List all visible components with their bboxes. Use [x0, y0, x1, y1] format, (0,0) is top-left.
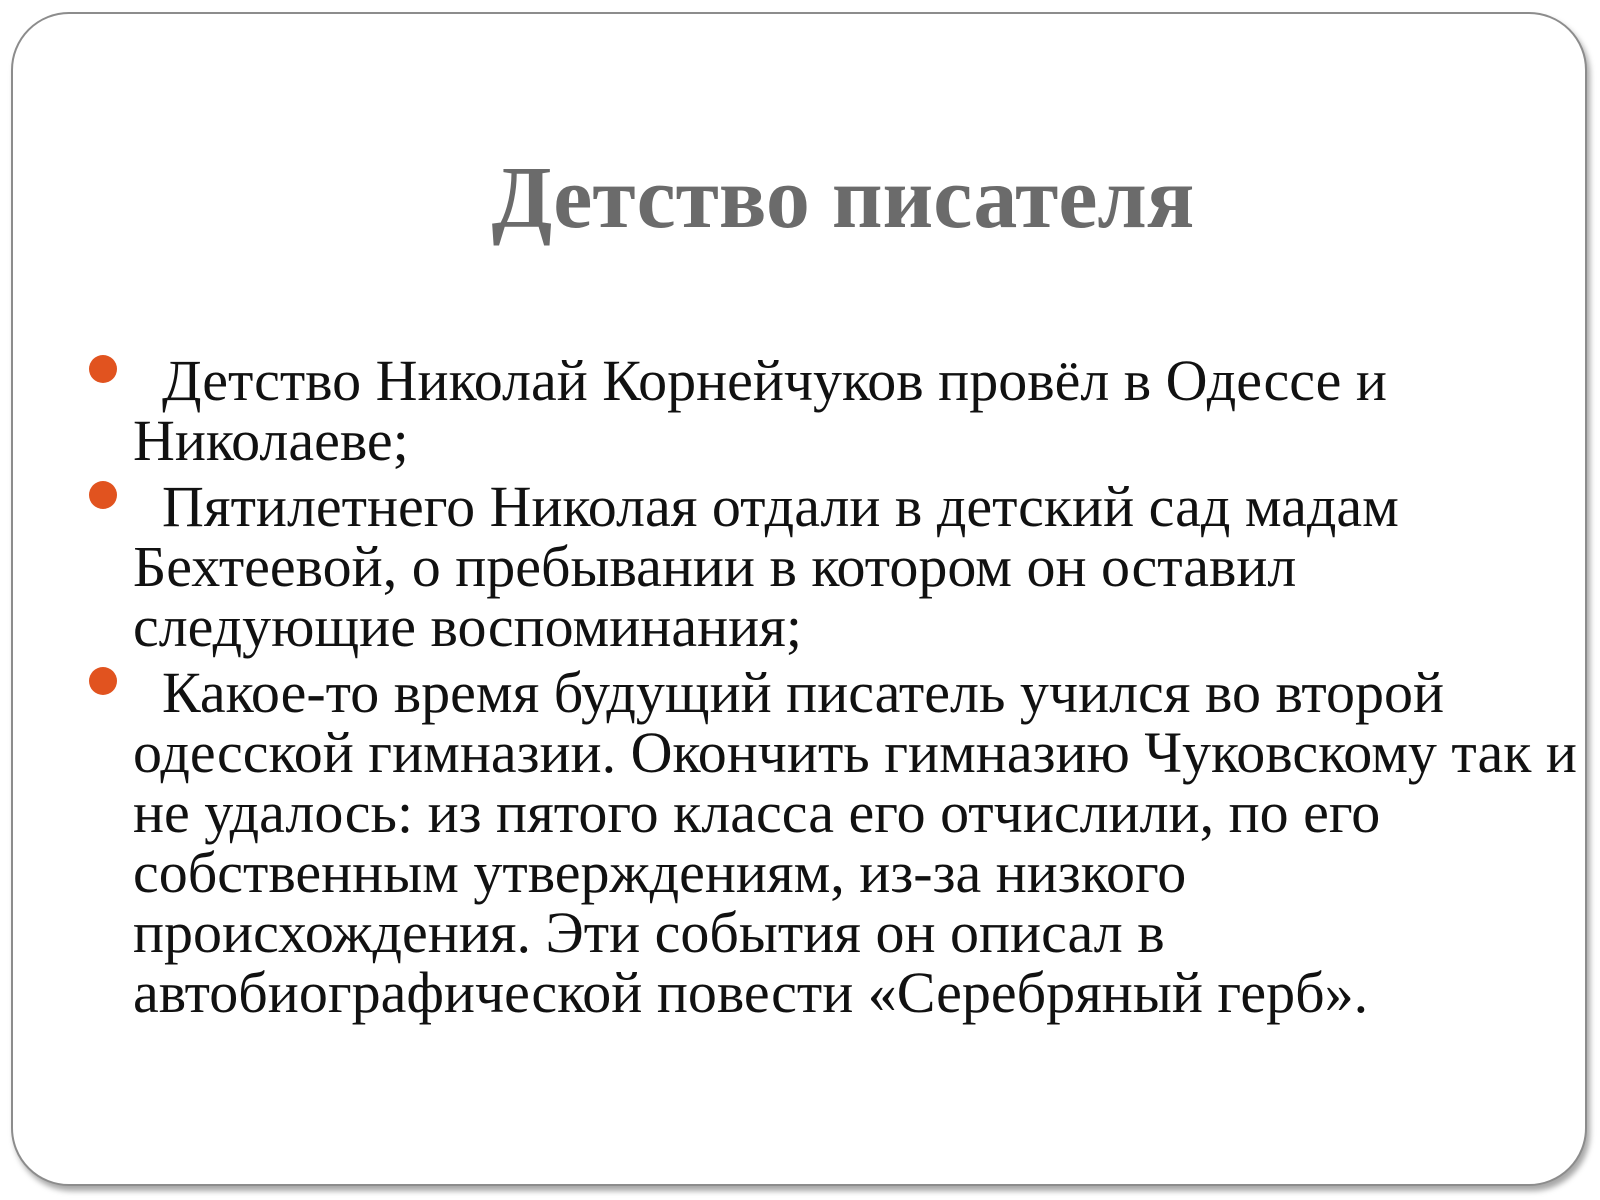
bullet-list: [85, 348, 1585, 1029]
bullet-text: Детство Николай Корнейчуков провёл в Одессе и Николаеве;: [133, 348, 1387, 473]
slide-title: Детство писателя: [491, 150, 1195, 247]
bullet-dot-icon: [89, 355, 117, 383]
slide-frame: [11, 12, 1587, 1186]
bullet-text: Какое-то время будущий писатель учился во второй одесской гимназии. Окончить гимназию Чуковскому так и не удалось: из пятого класса его отчислили, по его собственным утверждениям, из-за низкого происхождения. Эти события он описал в автобиографической повести «Серебряный герб».: [133, 660, 1577, 1025]
bullet-item: [85, 474, 1585, 659]
bullet-item: [85, 660, 1585, 1025]
bullet-dot-icon: [89, 481, 117, 509]
bullet-dot-icon: [89, 667, 117, 695]
bullet-text: Пятилетнего Николая отдали в детский сад мадам Бехтеевой, о пребывании в котором он оставил следующие воспоминания;: [133, 474, 1399, 659]
bullet-item: [85, 348, 1585, 473]
